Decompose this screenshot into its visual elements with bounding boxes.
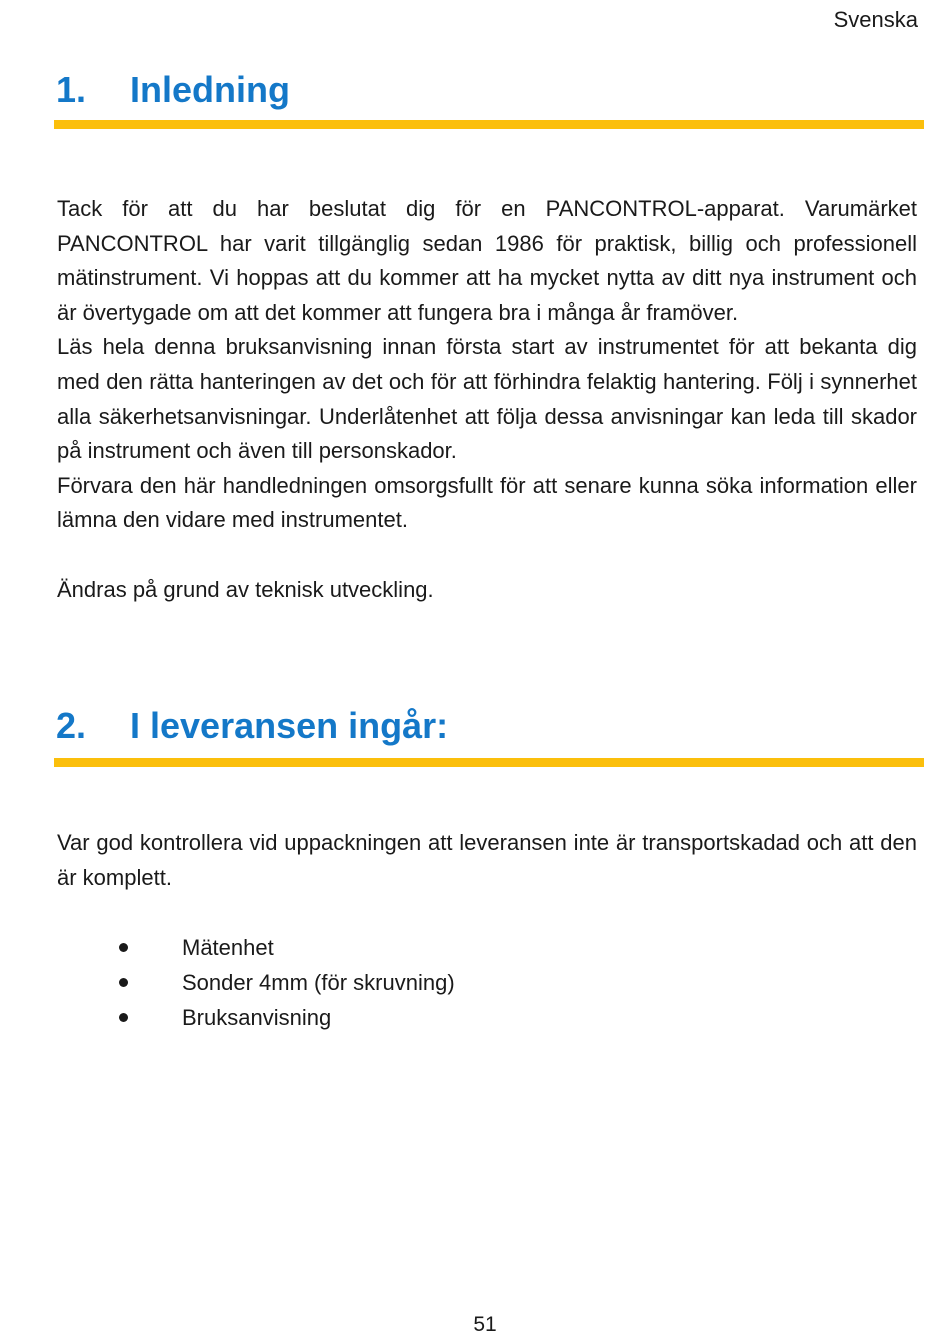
- list-item: [57, 930, 917, 965]
- language-label: Svenska: [833, 7, 918, 32]
- section-number: 1.: [56, 69, 87, 110]
- bullet-icon: [119, 978, 128, 987]
- heading-rule: [54, 758, 924, 767]
- section-heading-delivery: [56, 704, 924, 748]
- delivery-text: [57, 826, 917, 895]
- paragraph: Tack för att du har beslutat dig för en PANCONTROL-apparat. Varumärket PANCONTROL har varit tillgänglig sedan 1986 för praktisk, billig och professionell mätinstrument. Vi hoppas att du kommer att ha mycket nytta av ditt nya instrument och är övertygade om att det kommer att fungera bra i många år framöver.: [57, 196, 917, 325]
- paragraph: Ändras på grund av teknisk utveckling.: [57, 576, 434, 602]
- list-item: [57, 1000, 917, 1035]
- section-title: I leveransen ingår:: [130, 705, 449, 746]
- list-item-label: Sonder 4mm (för skruvning): [182, 970, 455, 995]
- paragraph: Förvara den här handledningen omsorgsfullt för att senare kunna söka information eller lämna den vidare med instrumentet.: [57, 472, 917, 533]
- list-item-label: Mätenhet: [182, 935, 274, 960]
- list-item: [57, 965, 917, 1000]
- introduction-text: [57, 192, 917, 607]
- page-number: 51: [473, 1313, 497, 1336]
- bullet-icon: [119, 943, 128, 952]
- list-item-label: Bruksanvisning: [182, 1005, 332, 1030]
- delivery-items-list: [57, 930, 917, 1035]
- section-number: 2.: [56, 705, 87, 746]
- bullet-icon: [119, 1013, 128, 1022]
- heading-rule: [54, 120, 924, 129]
- section-heading-introduction: [56, 68, 924, 112]
- paragraph: Var god kontrollera vid uppackningen att leveransen inte är transportskadad och att den är komplett.: [57, 830, 917, 890]
- section-title: Inledning: [130, 69, 290, 110]
- paragraph: Läs hela denna bruksanvisning innan första start av instrumentet för att bekanta dig med den rätta hanteringen av det och för att förhindra felaktig hantering. Följ i synnerhet alla säkerhetsanvisningar. Underlåtenhet att följa dessa anvisningar kan leda till skador på instrument och även till personskador.: [57, 334, 917, 464]
